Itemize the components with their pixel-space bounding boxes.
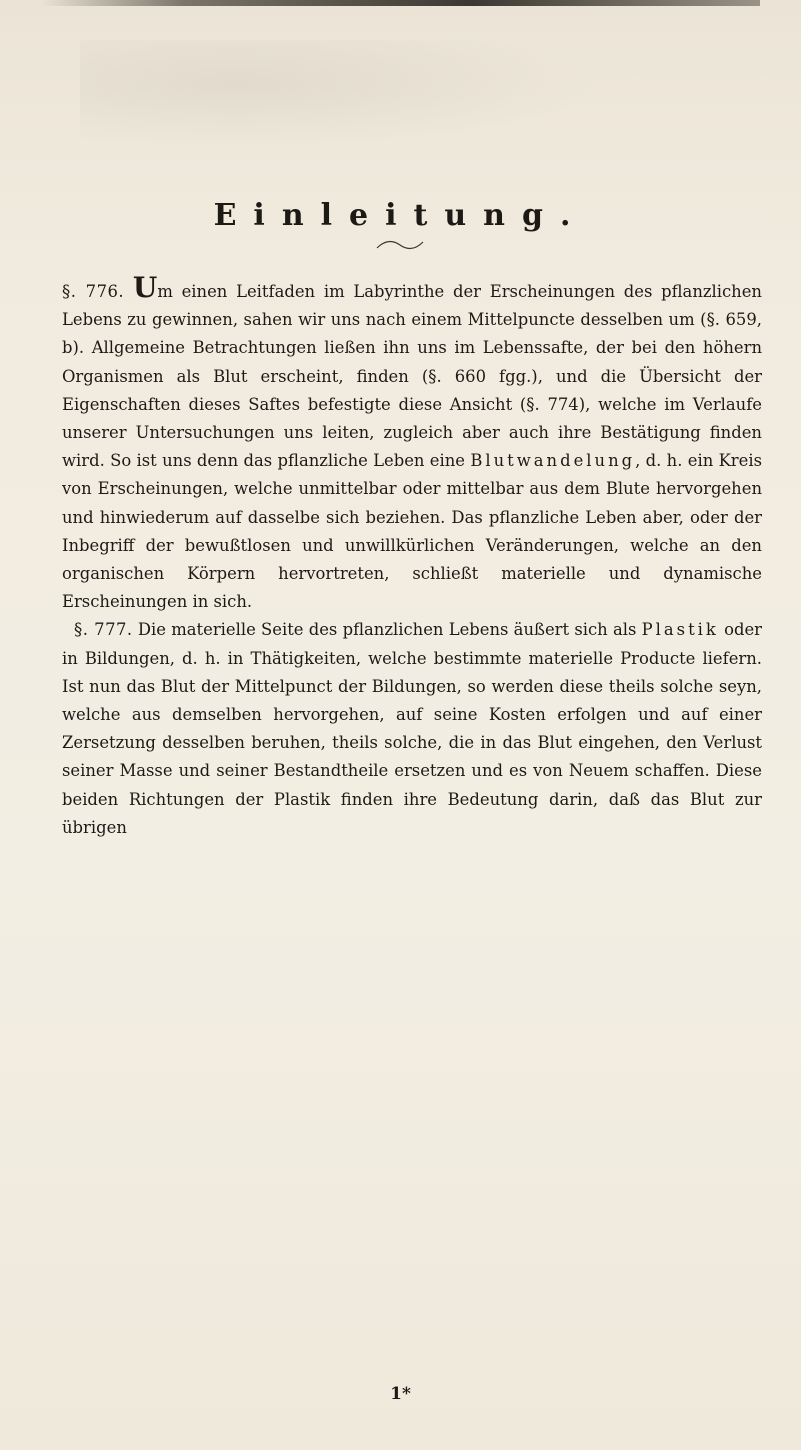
paragraph-text: m einen Leitfaden im Labyrinthe der Erscheinungen des pflanzlichen Lebens zu gewinnen, sahen wir uns nach einem Mittelpuncte desselben um (§. 659, b). Allgemeine Betrachtungen ließen ihn uns im Lebenssafte, der bei den höhern Organismen als Blut erscheint, finden (§. 660 fgg.), und die Übersicht der Eigenschaften dieses Saftes befestigte diese Ansicht (§. 774), welche im Verlaufe unserer Untersuchungen uns leiten, zugleich aber auch ihre Bestätigung finden wird. So ist uns denn das pflanzliche Leben eine: [62, 282, 762, 471]
paragraph-text-continued: , d. h. ein Kreis von Erscheinungen, welche unmittelbar oder mittelbar aus dem Blute hervorgehen und hinwiederum auf dasselbe sich beziehen. Das pflanzliche Leben aber, oder der Inbegriff der bewußtlosen und unwillkürlichen Veränderungen, welche an den organischen Körpern hervortreten, schließt materielle und dynamische Erscheinungen in sich.: [62, 451, 763, 612]
signature-mark: 1*: [390, 1384, 411, 1404]
tilde-ornament-icon: [375, 238, 425, 252]
paragraph-text: Die materielle Seite des pflanzlichen Lebens äußert sich als: [137, 620, 642, 640]
section-number: §. 776.: [62, 282, 125, 301]
section-number: §. 777.: [74, 620, 133, 640]
chapter-heading: Einleitung.: [213, 198, 588, 233]
page-edge-shadow: [40, 0, 760, 6]
paragraph-776: [62, 271, 763, 616]
bleed-through-area: [80, 40, 600, 150]
emphasis-term: Blutwandelung: [470, 451, 636, 471]
body-text: [62, 271, 763, 842]
paragraph-text-continued: oder in Bildungen, d. h. in Thätigkeiten, welche bestimmte materielle Producte liefern. Ist nun das Blut der Mittelpunct der Bildungen, so werden diese theils solche seyn, welche aus demselben hervorgehen, auf seine Kosten erfolgen und auf einer Zersetzung desselben beruhen, theils solche, die in das Blut eingehen, den Verlust seiner Masse und seiner Bestandtheile ersetzen und es von Neuem schaffen. Diese beiden Richtungen der Plastik finden ihre Bedeutung darin, daß das Blut zur übrigen: [62, 620, 762, 837]
initial-letter: U: [132, 271, 158, 304]
emphasis-term: Plastik: [641, 620, 719, 640]
paragraph-777: [62, 616, 762, 842]
